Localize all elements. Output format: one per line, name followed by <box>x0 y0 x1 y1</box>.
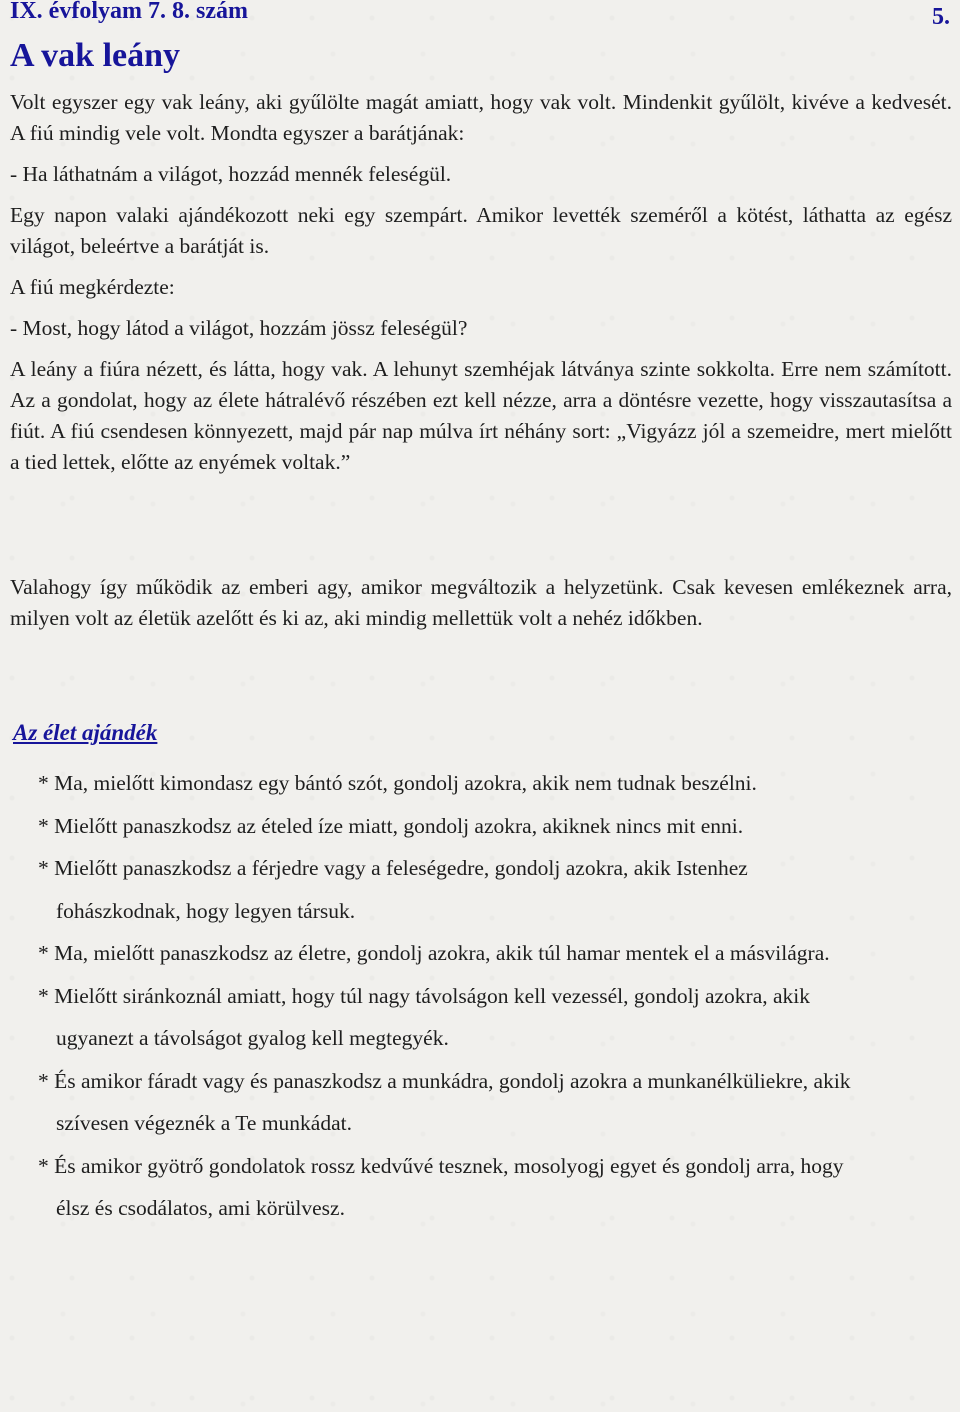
story-paragraph: A leány a fiúra nézett, és látta, hogy vak. A lehunyt szemhéjak látványa szinte sokkolta. Erre nem számított. Az a gondolat, hogy az élete hátralévő részében ezt kell nézze, arra a döntésre vezette, hogy visszautasítsa a fiút. A fiú csendesen könnyezett, majd pár nap múlva írt néhány sort: „Vigyázz jól a szemeidre, mert mielőtt a tied lettek, előtte az enyémek voltak.” <box>10 357 952 474</box>
list-item: * Ma, mielőtt kimondasz egy bántó szót, gondolj azokra, akik nem tudnak beszélni. <box>38 771 757 795</box>
list-item: * És amikor gyötrő gondolatok rossz kedvűvé tesznek, mosolyogj egyet és gondolj arra, hogy élsz és csodálatos, ami körülvesz. <box>38 1153 844 1220</box>
story-paragraph: - Ha láthatnám a világot, hozzád mennék feleségül. <box>10 162 452 186</box>
page-number: 5. <box>932 4 950 30</box>
article-title: A vak leány <box>10 37 181 74</box>
moral-paragraph: Valahogy így működik az emberi agy, amikor megváltozik a helyzetünk. Csak kevesen emlékeznek arra, milyen volt az életük azelőtt és ki az, aki mindig mellettük volt a nehéz időkben. <box>10 575 952 630</box>
list-item: * Mielőtt siránkoznál amiatt, hogy túl nagy távolságon kell vezessél, gondolj azokra, akik ugyanezt a távolságot gyalog kell megtegyék. <box>38 983 811 1050</box>
gift-list <box>38 762 858 1230</box>
gift-section-title: Az élet ajándék <box>13 720 158 745</box>
story-body <box>10 87 952 488</box>
story-paragraph: - Most, hogy látod a világot, hozzám jössz feleségül? <box>10 316 468 340</box>
list-item: * És amikor fáradt vagy és panaszkodsz a munkádra, gondolj azokra a munkanélküliekre, akik szívesen végeznék a Te munkádat. <box>38 1068 851 1135</box>
list-item: * Mielőtt panaszkodsz az ételed íze miatt, gondolj azokra, akiknek nincs mit enni. <box>38 813 744 838</box>
story-paragraph: Egy napon valaki ajándékozott neki egy szempárt. Amikor levették szeméről a kötést, láthatta az egész világot, beleértve a barátját is. <box>10 203 952 258</box>
story-paragraph: Volt egyszer egy vak leány, aki gyűlölte magát amiatt, hogy vak volt. Mindenkit gyűlölt, kivéve a kedvesét. A fiú mindig vele volt. Mondta egyszer a barátjának: <box>10 90 952 145</box>
list-item: * Ma, mielőtt panaszkodsz az életre, gondolj azokra, akik túl hamar mentek el a másvilágra. <box>38 941 830 965</box>
story-paragraph: A fiú megkérdezte: <box>10 275 175 299</box>
list-item: * Mielőtt panaszkodsz a férjedre vagy a feleségedre, gondolj azokra, akik Istenhez fohászkodnak, hogy legyen társuk. <box>38 856 748 923</box>
issue-header: IX. évfolyam 7. 8. szám <box>10 0 248 24</box>
